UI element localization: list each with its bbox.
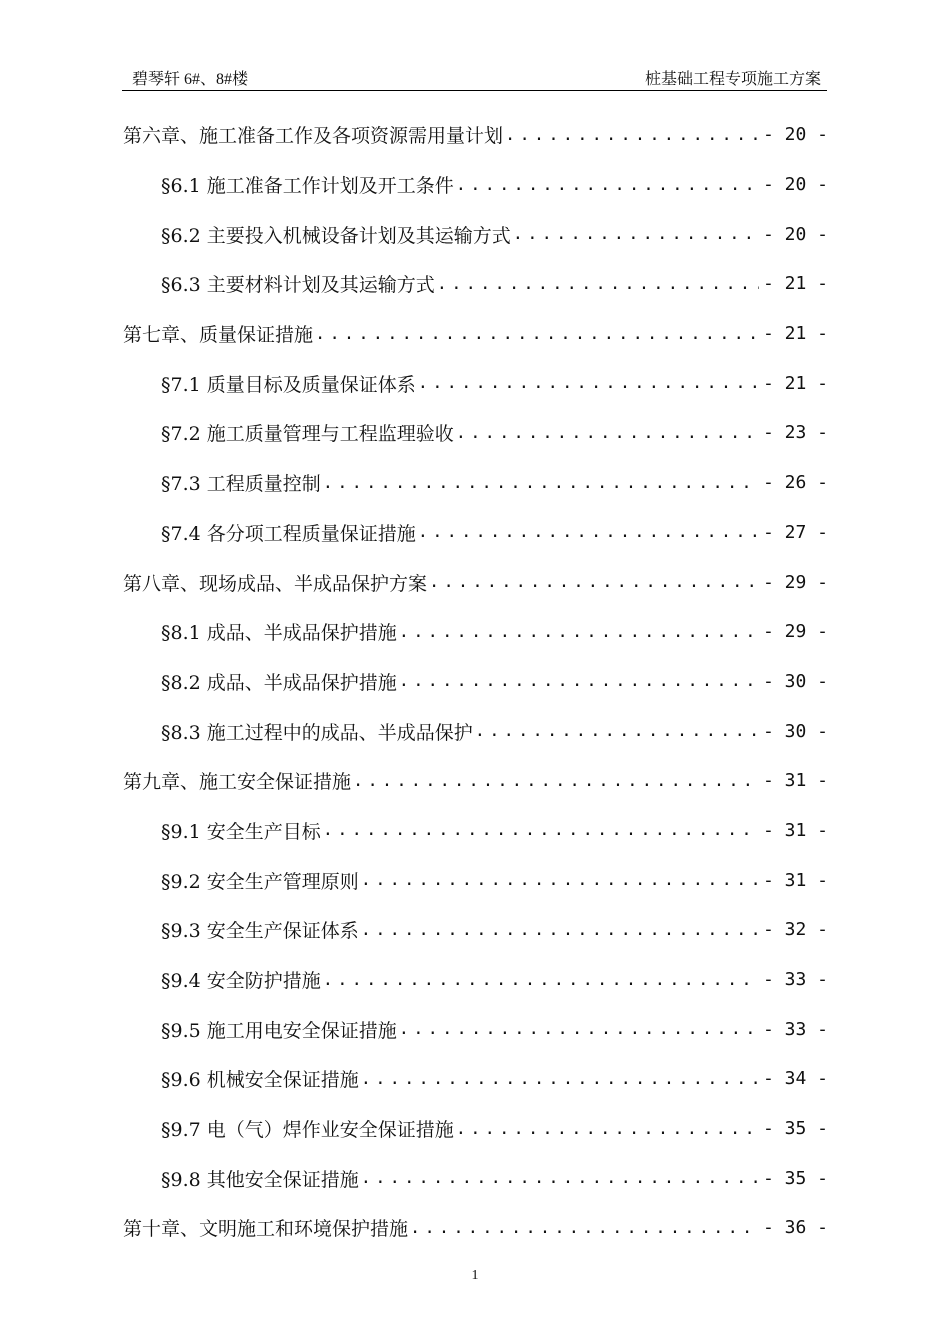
toc-section-entry[interactable] (123, 209, 828, 259)
toc-entry-page: - 31 - (762, 770, 828, 792)
page-header (122, 66, 827, 91)
toc-entry-page: - 21 - (762, 372, 828, 394)
toc-entry-title: 第七章、质量保证措施 (123, 324, 314, 347)
toc-leader-dots (435, 274, 759, 294)
toc-entry-page: - 33 - (762, 1018, 828, 1040)
toc-section-entry[interactable] (123, 1004, 828, 1054)
toc-entry-page: - 30 - (762, 720, 828, 742)
toc-leader-dots (313, 324, 759, 344)
toc-leader-dots (359, 1168, 759, 1188)
toc-leader-dots (397, 622, 759, 642)
toc-section-entry[interactable] (123, 607, 828, 657)
toc-section-entry[interactable] (123, 259, 828, 309)
toc-entry-page: - 29 - (762, 571, 828, 593)
toc-entry-title: §6.1 施工准备工作计划及开工条件 (161, 175, 454, 198)
toc-section-entry[interactable] (123, 657, 828, 707)
toc-entry-page: - 27 - (762, 521, 828, 543)
toc-section-entry[interactable] (123, 458, 828, 508)
toc-entry-title: 第六章、施工准备工作及各项资源需用量计划 (123, 125, 504, 148)
toc-entry-page: - 20 - (762, 174, 828, 196)
toc-chapter-entry[interactable] (123, 110, 828, 160)
toc-section-entry[interactable] (123, 955, 828, 1005)
table-of-contents (123, 110, 828, 1253)
toc-section-entry[interactable] (123, 905, 828, 955)
toc-entry-title: §8.2 成品、半成品保护措施 (161, 671, 397, 694)
toc-leader-dots (351, 771, 759, 791)
toc-entry-title: §7.4 各分项工程质量保证措施 (161, 522, 416, 545)
toc-section-entry[interactable] (123, 1104, 828, 1154)
toc-leader-dots (397, 1019, 759, 1039)
toc-entry-title: §9.3 安全生产保证体系 (161, 920, 359, 943)
toc-leader-dots (359, 870, 759, 890)
toc-leader-dots (454, 423, 759, 443)
toc-entry-title: §7.1 质量目标及质量保证体系 (161, 373, 416, 396)
toc-section-entry[interactable] (123, 1153, 828, 1203)
toc-entry-page: - 21 - (762, 273, 828, 295)
toc-entry-title: 第九章、施工安全保证措施 (123, 771, 352, 794)
toc-entry-title: §6.3 主要材料计划及其运输方式 (161, 274, 435, 297)
toc-section-entry[interactable] (123, 160, 828, 210)
toc-entry-title: §8.3 施工过程中的成品、半成品保护 (161, 721, 473, 744)
toc-chapter-entry[interactable] (123, 557, 828, 607)
header-project-name: 碧琴轩 6#、8#楼 (132, 71, 249, 88)
toc-leader-dots (454, 1119, 759, 1139)
toc-leader-dots (427, 572, 759, 592)
toc-leader-dots (408, 1218, 759, 1238)
toc-entry-title: §9.8 其他安全保证措施 (161, 1168, 359, 1191)
toc-leader-dots (397, 671, 759, 691)
toc-entry-page: - 29 - (762, 621, 828, 643)
toc-entry-title: §9.7 电（气）焊作业安全保证措施 (161, 1119, 454, 1142)
header-document-title: 桩基础工程专项施工方案 (644, 71, 821, 88)
toc-leader-dots (359, 920, 759, 940)
toc-chapter-entry[interactable] (123, 756, 828, 806)
toc-entry-page: - 30 - (762, 670, 828, 692)
toc-entry-page: - 33 - (762, 969, 828, 991)
toc-leader-dots (359, 1069, 759, 1089)
toc-entry-page: - 31 - (762, 869, 828, 891)
toc-entry-page: - 36 - (762, 1217, 828, 1239)
toc-leader-dots (321, 970, 759, 990)
toc-entry-page: - 32 - (762, 919, 828, 941)
toc-section-entry[interactable] (123, 508, 828, 558)
toc-entry-title: §7.2 施工质量管理与工程监理验收 (161, 423, 454, 446)
toc-leader-dots (503, 125, 759, 145)
toc-leader-dots (473, 721, 759, 741)
toc-entry-page: - 34 - (762, 1068, 828, 1090)
toc-entry-page: - 35 - (762, 1167, 828, 1189)
toc-section-entry[interactable] (123, 806, 828, 856)
toc-leader-dots (321, 473, 759, 493)
toc-entry-title: 第八章、现场成品、半成品保护方案 (123, 572, 428, 595)
toc-section-entry[interactable] (123, 408, 828, 458)
toc-entry-title: §8.1 成品、半成品保护措施 (161, 622, 397, 645)
toc-entry-title: §9.5 施工用电安全保证措施 (161, 1019, 397, 1042)
toc-section-entry[interactable] (123, 1054, 828, 1104)
toc-entry-title: §9.4 安全防护措施 (161, 970, 321, 993)
toc-leader-dots (416, 373, 759, 393)
toc-section-entry[interactable] (123, 358, 828, 408)
toc-entry-page: - 21 - (762, 323, 828, 345)
toc-entry-page: - 23 - (762, 422, 828, 444)
toc-entry-title: §9.6 机械安全保证措施 (161, 1069, 359, 1092)
toc-entry-page: - 31 - (762, 819, 828, 841)
toc-leader-dots (416, 522, 759, 542)
toc-entry-page: - 35 - (762, 1118, 828, 1140)
toc-leader-dots (454, 175, 759, 195)
toc-chapter-entry[interactable] (123, 309, 828, 359)
toc-section-entry[interactable] (123, 855, 828, 905)
toc-entry-page: - 20 - (762, 223, 828, 245)
toc-leader-dots (511, 224, 759, 244)
toc-section-entry[interactable] (123, 706, 828, 756)
toc-entry-title: §9.2 安全生产管理原则 (161, 870, 359, 893)
toc-leader-dots (321, 820, 759, 840)
toc-entry-title: 第十章、文明施工和环境保护措施 (123, 1218, 409, 1241)
toc-entry-page: - 20 - (762, 124, 828, 146)
toc-entry-title: §7.3 工程质量控制 (161, 473, 321, 496)
toc-entry-page: - 26 - (762, 472, 828, 494)
toc-chapter-entry[interactable] (123, 1203, 828, 1253)
page-number: 1 (471, 1268, 479, 1283)
toc-entry-title: §6.2 主要投入机械设备计划及其运输方式 (161, 224, 511, 247)
toc-entry-title: §9.1 安全生产目标 (161, 820, 321, 843)
